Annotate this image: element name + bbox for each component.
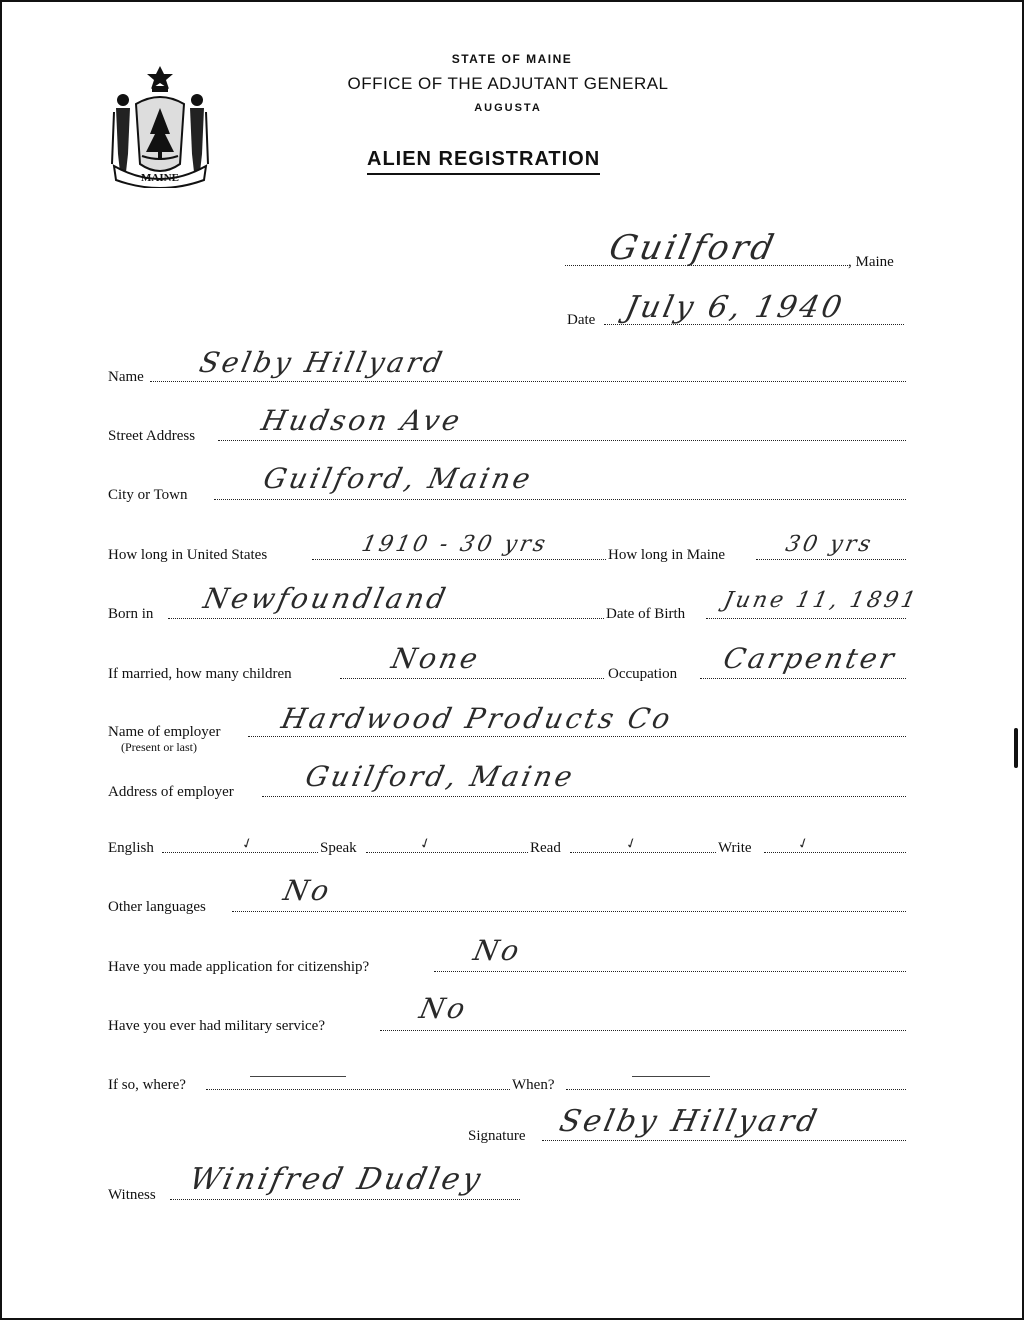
signature-value[interactable]: Selby Hillyard <box>556 1104 823 1139</box>
how-long-maine-label: How long in Maine <box>608 547 726 563</box>
children-value[interactable]: None <box>388 642 484 675</box>
employer-name-sublabel: (Present or last) <box>121 740 197 754</box>
name-value[interactable]: Selby Hillyard <box>196 346 448 379</box>
speak-check[interactable]: ✓ <box>417 835 434 854</box>
born-in-line <box>168 618 604 619</box>
city-line <box>214 499 906 500</box>
where-line <box>206 1089 510 1090</box>
city-value[interactable]: Guilford, Maine <box>260 462 537 495</box>
name-line <box>150 381 906 382</box>
street-address-line <box>218 440 906 441</box>
employer-address-label: Address of employer <box>108 784 234 800</box>
other-languages-value[interactable]: No <box>280 874 335 907</box>
write-line <box>764 852 906 853</box>
street-address-value[interactable]: Hudson Ave <box>258 404 466 437</box>
born-in-label: Born in <box>108 606 154 622</box>
seal-label: MAINE <box>141 172 179 184</box>
how-long-maine-line <box>756 559 906 560</box>
date-of-birth-line <box>706 618 906 619</box>
employer-name-line <box>248 736 906 737</box>
signature-line <box>542 1140 906 1141</box>
when-line <box>566 1089 906 1090</box>
employer-address-line <box>262 796 906 797</box>
edge-mark <box>1014 728 1018 768</box>
witness-line <box>170 1199 520 1200</box>
other-languages-label: Other languages <box>108 899 206 915</box>
date-of-birth-label: Date of Birth <box>606 606 686 622</box>
city-label: City or Town <box>108 487 188 503</box>
how-long-maine-value[interactable]: 30 yrs <box>783 532 876 557</box>
where-dash[interactable] <box>250 1076 346 1077</box>
how-long-us-value[interactable]: 1910 - 30 yrs <box>359 532 551 557</box>
born-in-value[interactable]: Newfoundland <box>200 582 452 615</box>
employer-name-value[interactable]: Hardwood Products Co <box>278 702 676 735</box>
office-heading: OFFICE OF THE ADJUTANT GENERAL <box>347 74 669 93</box>
location-value[interactable]: Guilford <box>605 228 781 268</box>
occupation-label: Occupation <box>608 666 678 682</box>
military-label: Have you ever had military service? <box>108 1018 325 1034</box>
street-address-label: Street Address <box>108 428 196 444</box>
where-label: If so, where? <box>108 1077 186 1093</box>
military-line <box>380 1030 906 1031</box>
signature-label: Signature <box>468 1128 526 1144</box>
citizenship-line <box>434 971 906 972</box>
write-check[interactable]: ✓ <box>795 835 812 854</box>
speak-label: Speak <box>320 840 357 856</box>
when-label: When? <box>512 1077 555 1093</box>
military-value[interactable]: No <box>416 992 471 1025</box>
form-title: ALIEN REGISTRATION <box>367 148 600 175</box>
write-label: Write <box>718 840 752 856</box>
date-value[interactable]: July 6, 1940 <box>622 290 848 325</box>
date-of-birth-value[interactable]: June 11, 1891 <box>721 588 921 613</box>
read-check[interactable]: ✓ <box>623 835 640 854</box>
date-label: Date <box>567 312 596 328</box>
occupation-line <box>700 678 906 679</box>
occupation-value[interactable]: Carpenter <box>720 642 900 675</box>
employer-name-label: Name of employer <box>108 724 221 740</box>
city-heading: AUGUSTA <box>474 102 542 114</box>
citizenship-value[interactable]: No <box>470 934 525 967</box>
english-label: English <box>108 840 154 856</box>
witness-label: Witness <box>108 1187 156 1203</box>
children-line <box>340 678 604 679</box>
english-check[interactable]: ✓ <box>239 835 256 854</box>
name-label: Name <box>108 369 144 385</box>
speak-line <box>366 852 528 853</box>
how-long-us-line <box>312 559 606 560</box>
read-label: Read <box>530 840 561 856</box>
english-line <box>162 852 318 853</box>
employer-address-value[interactable]: Guilford, Maine <box>302 760 579 793</box>
how-long-us-label: How long in United States <box>108 547 268 563</box>
when-dash[interactable] <box>632 1076 710 1077</box>
read-line <box>570 852 716 853</box>
state-heading: STATE OF MAINE <box>451 52 573 66</box>
children-label: If married, how many children <box>108 666 292 682</box>
other-languages-line <box>232 911 906 912</box>
witness-value[interactable]: Winifred Dudley <box>186 1162 487 1197</box>
location-suffix: , Maine <box>848 254 894 270</box>
citizenship-label: Have you made application for citizenship? <box>108 959 370 975</box>
